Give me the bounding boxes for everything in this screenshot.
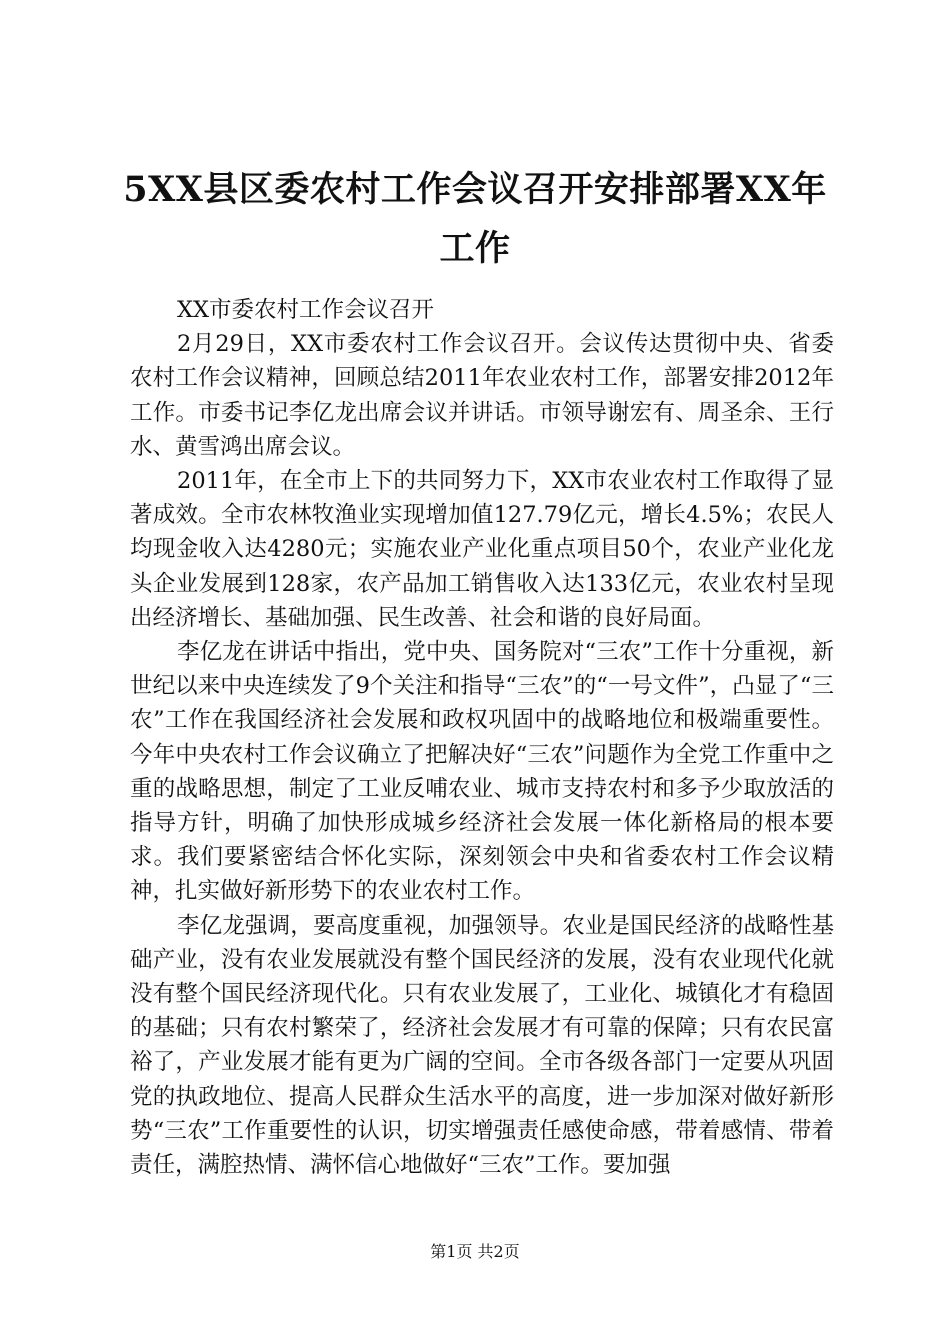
document-body (130, 293, 834, 1182)
paragraph: 2011年，在全市上下的共同努力下，XX市农业农村工作取得了显著成效。全市农林牧渔业实现增加值127.79亿元，增长4.5%；农民人均现金收入达4280元；实施农业产业化重点项目50个，农业产业化龙头企业发展到128家，农产品加工销售收入达133亿元，农业农村呈现出经济增长、基础加强、民生改善、社会和谐的良好局面。 (130, 468, 834, 631)
paragraph: 2月29日，XX市委农村工作会议召开。会议传达贯彻中央、省委农村工作会议精神，回顾总结2011年农业农村工作，部署安排2012年工作。市委书记李亿龙出席会议并讲话。市领导谢宏有、周圣余、王行水、黄雪鸿出席会议。 (130, 331, 834, 460)
page-number-footer: 第1页 共2页 (430, 1242, 520, 1261)
paragraph: 李亿龙在讲话中指出，党中央、国务院对“三农”工作十分重视，新世纪以来中央连续发了9个关注和指导“三农”的“一号文件”，凸显了“三农”工作在我国经济社会发展和政权巩固中的战略地位和极端重要性。今年中央农村工作会议确立了把解决好“三农”问题作为全党工作重中之重的战略思想，制定了工业反哺农业、城市支持农村和多予少取放活的指导方针，明确了加快形成城乡经济社会发展一体化新格局的根本要求。我们要紧密结合怀化实际，深刻领会中央和省委农村工作会议精神，扎实做好新形势下的农业农村工作。 (130, 639, 834, 905)
paragraph: 李亿龙强调，要高度重视，加强领导。农业是国民经济的战略性基础产业，没有农业发展就没有整个国民经济的发展，没有农业现代化就没有整个国民经济现代化。只有农业发展了，工业化、城镇化才有稳固的基础；只有农村繁荣了，经济社会发展才有可靠的保障；只有农民富裕了，产业发展才能有更为广阔的空间。全市各级各部门一定要从巩固党的执政地位、提高人民群众生活水平的高度，进一步加深对做好新形势“三农”工作重要性的认识，切实增强责任感使命感，带着感情、带着责任，满腔热情、满怀信心地做好“三农”工作。要加强 (130, 912, 834, 1179)
paragraph-subheading: XX市委农村工作会议召开 (177, 297, 435, 323)
document-title: 5XX县区委农村工作会议召开安排部署XX年工作 (123, 169, 827, 269)
